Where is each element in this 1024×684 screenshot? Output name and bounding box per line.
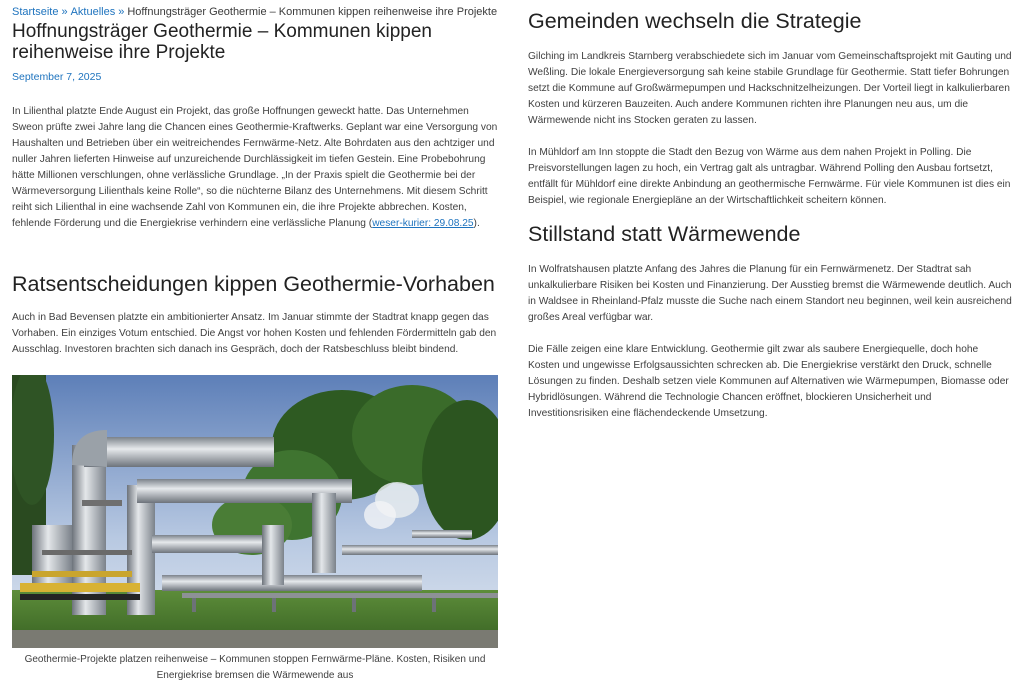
right-column — [528, 6, 1012, 422]
section-heading-standstill: Stillstand statt Wärmewende — [528, 222, 801, 246]
breadcrumb-home-link[interactable]: Startseite — [12, 6, 59, 18]
breadcrumb-section-link[interactable]: Aktuelles — [70, 6, 116, 18]
source-link[interactable]: weser-kurier: 29.08.25 — [372, 218, 474, 229]
breadcrumb — [12, 6, 498, 19]
section-paragraph-muehldorf: In Mühldorf am Inn stoppte die Stadt den Bezug von Wärme aus dem nahen Projekt in Polling. Die Preisvorstellungen lagen zu hoch, ein Vertrag galt als untragbar. Während Polling den Ausbau fortsetzt, entfällt für Mühldorf eine direkte Anbindung an geothermische Fernwärme. Für viele Kommunen ist dies ein Beispiel, wie regionale Energiepläne an der Wirtschaftlichkeit scheitern können. — [528, 147, 1011, 206]
article-figure — [12, 375, 498, 684]
image-caption: Geothermie-Projekte platzen reihenweise – Kommunen stoppen Fernwärme-Pläne. Kosten, Risiken und Energiekrise bremsen die Wärmewende aus — [24, 654, 486, 681]
section-paragraph-conclusion: Die Fälle zeigen eine klare Entwicklung. Geothermie gilt zwar als saubere Energiequelle, doch hohe Kosten und ungewisse Erfolgsaussichten schrecken ab. Die Energiekrise verstärkt den Druck, schnelle Lösungen zu finden. Deshalb setzen viele Kommunen auf Alternativen wie Wärmepumpen, Biomasse oder Hybridlösungen. Während die Technologie Chancen eröffnet, blockieren Unsicherheit und Investitionsrisiken eine flächendeckende Umsetzung. — [528, 344, 1009, 419]
post-date[interactable]: September 7, 2025 — [12, 71, 102, 83]
page-title: Hoffnungsträger Geothermie – Kommunen kippen reihenweise ihre Projekte — [12, 21, 433, 63]
section-paragraph-gilching: Gilching im Landkreis Starnberg verabschiedete sich im Januar vom Gemeinschaftsprojekt mit Gauting und Weßling. Die lokale Energieversorgung sah keine stabile Grundlage für Geothermie. Statt tiefer Bohrungen setzt die Kommune auf Großwärmepumpen und Hackschnitzelheizungen. Der Vorteil liegt in kalkulierbaren Kosten und kürzeren Bauzeiten. Auch andere Kommunen richten ihre Planungen neu aus, um die Wärmewende nicht ins Stocken geraten zu lassen. — [528, 51, 1012, 126]
breadcrumb-separator: » — [118, 6, 125, 18]
section-heading-strategy: Gemeinden wechseln die Strategie — [528, 9, 862, 33]
left-column — [12, 6, 498, 684]
section-paragraph-wolfratshausen: In Wolfratshausen platzte Anfang des Jahres die Planung für ein Fernwärmenetz. Der Stadtrat sah unkalkulierbare Risiken bei Kosten und Finanzierung. Der Ausstieg bremst die Wärmewende deutlich. Auch in Waldsee in Rheinland-Pfalz musste die Suche nach einem Standort neu beginnen, weil kein ausreichend großes Areal verfügbar war. — [528, 264, 1012, 323]
breadcrumb-separator: » — [61, 6, 68, 18]
section-heading-council: Ratsentscheidungen kippen Geothermie-Vorhaben — [12, 272, 495, 296]
section-paragraph-council: Auch in Bad Bevensen platzte ein ambitionierter Ansatz. Im Januar stimmte der Stadtrat knapp gegen das Vorhaben. Ein einziges Votum entschied. Die Angst vor hohen Kosten und fehlenden Fördermitteln gab den Ausschlag. Investoren brachten sich danach ins Gespräch, doch der Ratsbeschluss bleibt bindend. — [12, 312, 497, 355]
geothermal-plant-image — [12, 375, 498, 648]
intro-paragraph — [12, 104, 498, 232]
breadcrumb-current: Hoffnungsträger Geothermie – Kommunen kippen reihenweise ihre Projekte — [127, 6, 498, 18]
intro-text: In Lilienthal platzte Ende August ein Projekt, das große Hoffnungen geweckt hatte. Das Unternehmen Sweon prüfte zwei Jahre lang die Chancen eines Geothermie-Kraftwerks. Geplant war eine Versorgung von Haushalten und Betrieben über ein weitreichendes Fernwärme-Netz. Alte Bohrdaten aus den achtziger und nuller Jahren lieferten Hinweise auf unzureichende Durchlässigkeit im tiefen Gestein. Eine Probebohrung hätte Millionen verschlungen, ohne verlässliche Grundlage. „In der Praxis spielt die Geothermie bei der Wärmeversorgung Lilienthals keine Rolle“, so die nüchterne Bilanz des Unternehmens. Mit diesem Schritt reiht sich Lilienthal in eine wachsende Zahl von Kommunen ein, die ihre Projekte abbrechen. Kosten, fehlende Förderung und die Energiekrise verhindern eine verlässliche Planung ( — [12, 106, 498, 229]
intro-text-end: ). — [473, 218, 480, 229]
